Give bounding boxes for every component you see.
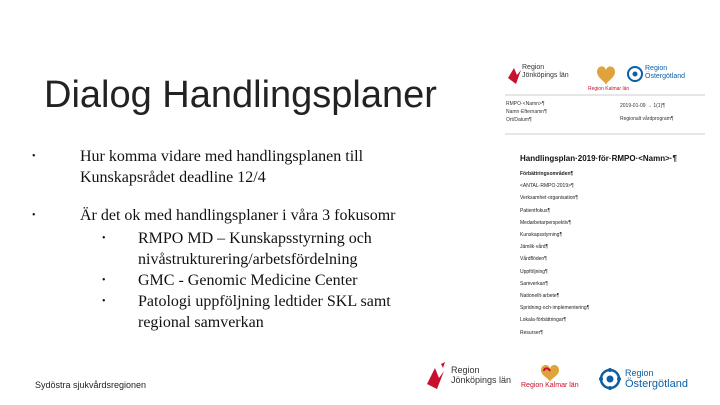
bullet-dot: •	[102, 296, 106, 307]
kalmar-logo-text: Region Kalmar län	[521, 382, 579, 389]
logo-kalmar	[521, 362, 579, 389]
jonkoping-logo-icon	[425, 360, 451, 390]
sub-bullet-item	[102, 270, 480, 291]
bullet-item	[30, 146, 480, 188]
bullet-dot: •	[102, 275, 106, 286]
sub-bullet-text: RMPO MD – Kunskapsstyrning och nivåstrukturering/arbetsfördelning	[138, 230, 372, 268]
footer-text: Sydöstra sjukvårdsregionen	[35, 380, 147, 390]
document-thumbnail	[500, 58, 715, 338]
bullet-item	[30, 205, 480, 226]
logo-ostergotland	[598, 367, 688, 391]
bullet-dot: •	[32, 151, 36, 162]
sub-bullet-item	[102, 291, 480, 333]
ostergotland-logo-icon	[628, 67, 642, 81]
sub-bullet-text: GMC - Genomic Medicine Center	[138, 272, 358, 289]
ostergotland-logo-text: Region Östergötland	[625, 368, 688, 390]
bullet-list	[30, 146, 480, 333]
thumb-heading: Handlingsplan·2019·för·RMPO·<Namn>·¶	[520, 154, 677, 163]
bullet-text: Är det ok med handlingsplaner i våra 3 fokusomr	[80, 207, 396, 224]
sub-bullet-list	[102, 228, 480, 333]
thumb-ostergotland-label: Region Östergötland	[645, 65, 686, 80]
thumb-kalmar-label: Region Kalmar län	[588, 86, 630, 92]
bullet-dot: •	[32, 210, 36, 221]
kalmar-logo-icon	[597, 66, 615, 85]
kalmar-logo-icon	[535, 362, 565, 382]
logo-jonkoping	[425, 360, 511, 390]
ostergotland-logo-icon	[598, 367, 622, 391]
sub-bullet-text: Patologi uppföljning ledtider SKL samt regional samverkan	[138, 293, 391, 331]
slide-title: Dialog Handlingsplaner	[44, 74, 437, 116]
bullet-dot: •	[102, 233, 106, 244]
sub-bullet-item	[102, 228, 480, 270]
thumb-meta-left: RMPO·<Namn>¶ Namn·Efternamn¶ Ort/Datum¶	[506, 101, 547, 123]
jonkoping-logo-icon	[508, 68, 521, 84]
jonkoping-logo-text: Region Jönköpings län	[451, 365, 512, 385]
thumb-meta-right: 2019-01-09 → 1(1)¶ Regionalt vårdprogram¶	[620, 103, 674, 122]
thumb-jonkoping-label: Region Jönköpings län	[522, 64, 569, 79]
thumb-section-list: Förbättringsområden¶ <ANTAL·RMPO·2019>¶ Verksamhet·organisation¶ Patientfokus¶ Medarbetarperspektiv¶ Kunskapsstyrning¶ Jämlik·vård¶ Vårdflöden¶ Uppföljning¶ Samverkan¶ Nationellt·arbete¶ Spridning·och·implementering¶ Lokala·förbättringar¶ Resurser¶	[520, 171, 590, 336]
bullet-text: Hur komma vidare med handlingsplanen till Kunskapsrådet deadline 12/4	[80, 148, 364, 186]
